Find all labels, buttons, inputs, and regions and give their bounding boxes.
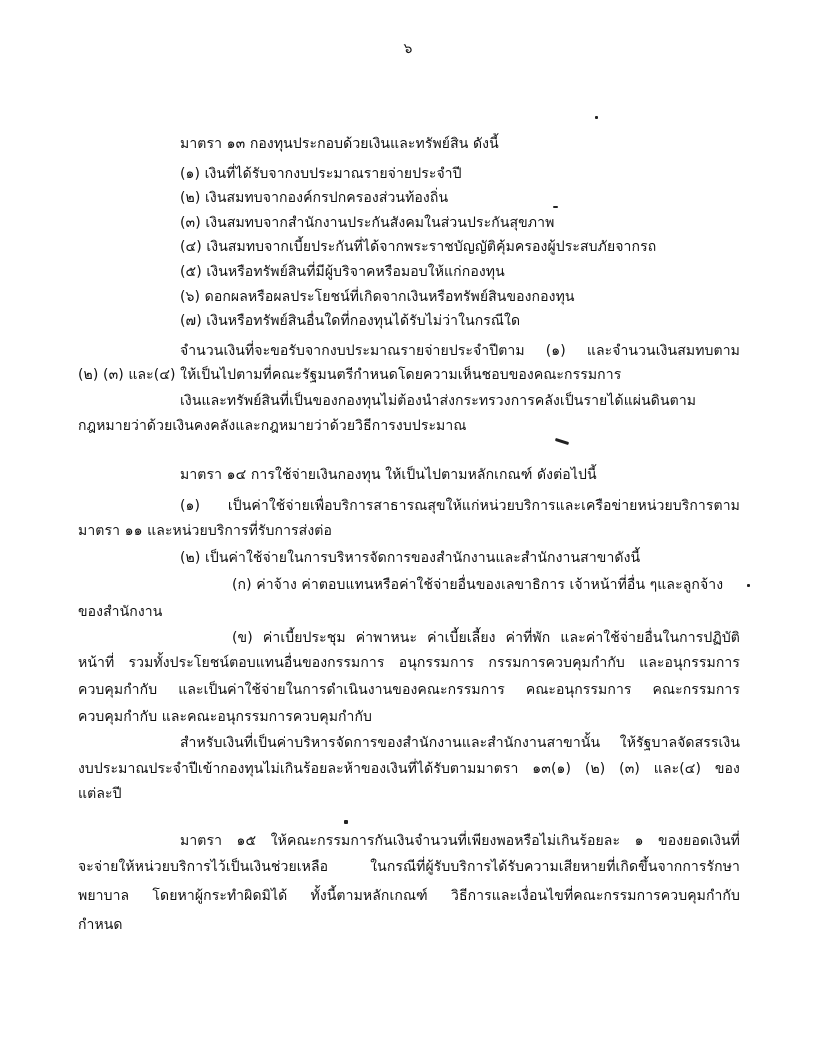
- scan-dot: [747, 584, 750, 587]
- section-13-item-5: (๕) เงินหรือทรัพย์สินที่มีผู้บริจาคหรือมอบให้แก่กองทุน: [180, 264, 505, 280]
- section-13-para-1-line-2: (๒) (๓) และ(๔) ให้เป็นไปตามที่คณะรัฐมนตรีกำหนดโดยความเห็นชอบของคณะกรรมการ: [78, 367, 622, 383]
- section-15-line-1: มาตรา ๑๕ ให้คณะกรรมการกันเงินจำนวนที่เพียงพอหรือไม่เกินร้อยละ ๑ ของยอดเงินที่: [180, 833, 740, 849]
- section-14-heading: มาตรา ๑๔ การใช้จ่ายเงินกองทุน ให้เป็นไปตามหลักเกณฑ์ ดังต่อไปนี้: [180, 467, 597, 483]
- section-13-heading: มาตรา ๑๓ กองทุนประกอบด้วยเงินและทรัพย์สิน ดังนี้: [180, 136, 499, 152]
- section-13-item-7: (๗) เงินหรือทรัพย์สินอื่นใดที่กองทุนได้รับไม่ว่าในกรณีใด: [180, 313, 521, 329]
- section-15-line-4: กำหนด: [78, 917, 123, 933]
- section-13-para-1-line-1: จำนวนเงินที่จะขอรับจากงบประมาณรายจ่ายประจำปีตาม (๑) และจำนวนเงินสมทบตาม: [180, 343, 740, 359]
- page-number: ๖: [403, 41, 413, 57]
- section-13-item-6: (๖) ดอกผลหรือผลประโยชน์ที่เกิดจากเงินหรือทรัพย์สินของกองทุน: [180, 289, 575, 305]
- section-13-para-2-line-2: กฎหมายว่าด้วยเงินคงคลังและกฎหมายว่าด้วยวิธีการงบประมาณ: [78, 418, 467, 434]
- section-14-sub-b-line-3: ควบคุมกำกับ และเป็นค่าใช้จ่ายในการดำเนินงานของคณะกรรมการ คณะอนุกรรมการ คณะกรรมการ: [78, 682, 740, 698]
- scan-dot: [344, 820, 348, 824]
- section-14-para-line-2: งบประมาณประจำปีเข้ากองทุนไม่เกินร้อยละห้าของเงินที่ได้รับตามมาตรา ๑๓(๑) (๒) (๓) และ(๔) ของ: [78, 761, 740, 777]
- section-14-item-2: (๒) เป็นค่าใช้จ่ายในการบริหารจัดการของสำนักงานและสำนักงานสาขาดังนี้: [180, 550, 641, 566]
- section-14-sub-b-line-1: (ข) ค่าเบี้ยประชุม ค่าพาหนะ ค่าเบี้ยเลี้ยง ค่าที่พัก และค่าใช้จ่ายอื่นในการปฏิบัติ: [232, 630, 740, 646]
- section-14-item-1-line-2: มาตรา ๑๑ และหน่วยบริการที่รับการส่งต่อ: [78, 523, 332, 539]
- scan-dot: [595, 116, 598, 119]
- section-13-item-3: (๓) เงินสมทบจากสำนักงานประกันสังคมในส่วนประกันสุขภาพ: [180, 215, 555, 231]
- section-14-sub-b-line-2: หน้าที่ รวมทั้งประโยชน์ตอบแทนอื่นของกรรมการ อนุกรรมการ กรรมการควบคุมกำกับ และอนุกรรมการ: [78, 655, 740, 671]
- section-14-item-1-line-1: (๑) เป็นค่าใช้จ่ายเพื่อบริการสาธารณสุขให้แก่หน่วยบริการและเครือข่ายหน่วยบริการตาม: [180, 498, 740, 514]
- scan-mark: [555, 438, 569, 445]
- section-15-line-3: พยาบาล โดยหาผู้กระทำผิดมิได้ ทั้งนี้ตามหลักเกณฑ์ วิธีการและเงื่อนไขที่คณะกรรมการควบคุมกำกับ: [78, 888, 740, 904]
- section-14-para-line-3: แต่ละปี: [78, 786, 122, 802]
- section-13-para-2-line-1: เงินและทรัพย์สินที่เป็นของกองทุนไม่ต้องนำส่งกระทรวงการคลังเป็นรายได้แผ่นดินตาม: [180, 393, 697, 409]
- section-14-para-line-1: สำหรับเงินที่เป็นค่าบริหารจัดการของสำนักงานและสำนักงานสาขานั้น ให้รัฐบาลจัดสรรเงิน: [180, 735, 740, 751]
- section-15-line-2: จะจ่ายให้หน่วยบริการไว้เป็นเงินช่วยเหลือ ในกรณีที่ผู้รับบริการได้รับความเสียหายที่เกิดขึ้นจากการรักษา: [78, 859, 740, 875]
- scan-dot: [553, 206, 558, 208]
- section-13-item-2: (๒) เงินสมทบจากองค์กรปกครองส่วนท้องถิ่น: [180, 190, 449, 206]
- section-14-sub-b-line-4: ควบคุมกำกับ และคณะอนุกรรมการควบคุมกำกับ: [78, 709, 373, 725]
- section-13-item-4: (๔) เงินสมทบจากเบี้ยประกันที่ได้จากพระราชบัญญัติคุ้มครองผู้ประสบภัยจากรถ: [180, 239, 657, 255]
- section-13-item-1: (๑) เงินที่ได้รับจากงบประมาณรายจ่ายประจำปี: [180, 166, 462, 182]
- section-14-sub-a-line-2: ของสำนักงาน: [78, 604, 163, 620]
- section-14-sub-a-line-1: (ก) ค่าจ้าง ค่าตอบแทนหรือค่าใช้จ่ายอื่นของเลขาธิการ เจ้าหน้าที่อื่น ๆและลูกจ้าง: [232, 577, 724, 593]
